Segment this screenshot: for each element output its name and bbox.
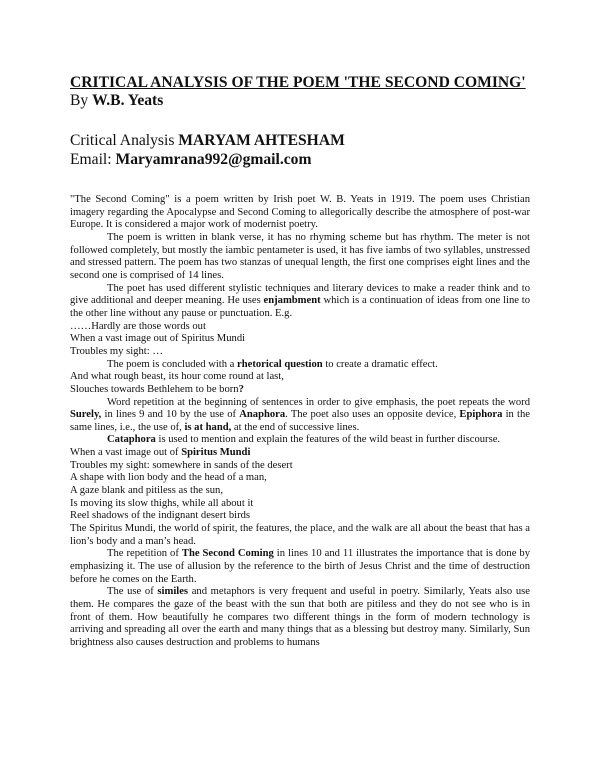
term-is-at-hand: is at hand, — [184, 421, 232, 433]
quote-line: When a vast image out of Spiritus Mundi — [70, 333, 246, 345]
analysis-prefix: Critical Analysis — [70, 132, 179, 149]
paragraph-similes: The use of similes and metaphors is very frequent and useful in poetry. Similarly, Yeats also use them. He compares the gaze of the beast with the sun that both are pitiless and they do not see who is in front of them. How beautifully he compares two different things in the form of modern technology is arriving and spreading all over the earth and many things that as a blessing but destroy many. Similarly, Sun brightness also causes destruction and problems to humans — [70, 586, 530, 648]
term-spiritus-mundi: Spiritus Mundi — [181, 447, 251, 459]
term-cataphora: Cataphora — [107, 434, 156, 446]
quote-line: Troubles my sight: … — [70, 345, 163, 357]
email-prefix: Email: — [70, 151, 116, 168]
quote-line: Troubles my sight: somewhere in sands of the desert — [70, 459, 293, 471]
quote-line: A gaze blank and pitiless as the sun, — [70, 485, 223, 497]
paragraph-enjambment: The poet has used different stylistic techniques and literary devices to make a reader think and to give additional and deeper meaning. He uses enjambment which is a continuation of ideas from one line to the other line without any pause or punctuation. E.g. — [70, 282, 530, 319]
paragraph-rhetorical: The poem is concluded with a rhetorical question to create a dramatic effect. — [107, 358, 438, 370]
term-rhetorical-question: rhetorical question — [237, 358, 323, 370]
term-similes: similes — [157, 586, 189, 598]
term-enjambment: enjambment — [263, 295, 321, 307]
author-name: W.B. Yeats — [92, 92, 164, 109]
paragraph-intro: "The Second Coming" is a poem written by Irish poet W. B. Yeats in 1919. The poem uses Christian imagery regarding the Apocalypse and Second Coming to allegorically describe the atmosphere of post-war Europe. It is considered a major work of modernist poetry. — [70, 194, 530, 231]
paragraph-spiritus-mundi: The Spiritus Mundi, the world of spirit, the features, the place, and the walk are all about the beast that has a lion’s body and a man’s head. — [70, 523, 530, 547]
email-line — [70, 150, 540, 169]
quote-line: And what rough beast, its hour come round at last, — [70, 371, 284, 383]
quote-line: Is moving its slow thighs, while all about it — [70, 497, 254, 509]
paragraph-repetition: The repetition of The Second Coming in lines 10 and 11 illustrates the importance that is done by emphasizing it. The use of allusion by the reference to the birth of Jesus Christ and the time of destruction before he comes on the Earth. — [70, 548, 530, 585]
document-title: CRITICAL ANALYSIS OF THE POEM 'THE SECOND COMING' — [70, 74, 526, 91]
quote-line: A shape with lion body and the head of a man, — [70, 472, 267, 484]
header — [70, 74, 540, 169]
quote-line: Slouches towards Bethlehem to be born? — [70, 383, 244, 395]
quote-line: When a vast image out of Spiritus Mundi — [70, 447, 251, 459]
term-surely: Surely, — [70, 409, 102, 421]
paragraph-anaphora: Word repetition at the beginning of sentences in order to give emphasis, the poet repeats the word Surely, in lines 9 and 10 by the use of Anaphora. The poet also uses an opposite device, Epiphora in the same lines, i.e., the use of, is at hand, at the end of successive lines. — [70, 396, 530, 433]
document-body — [70, 194, 530, 650]
analyst-name: MARYAM AHTESHAM — [178, 132, 345, 149]
term-anaphora: Anaphora — [239, 409, 286, 421]
analyst-line — [70, 131, 540, 150]
paragraph-verse: The poem is written in blank verse, it has no rhyming scheme but has rhythm. The meter is not followed completely, but mostly the iambic pentameter is used, it has five iambs of two syllables, unstressed and stressed pattern. The poem has two stanzas of unequal length, the first one comprises eight lines and the second one is comprised of 14 lines. — [70, 231, 530, 281]
byline — [70, 92, 540, 110]
term-epiphora: Epiphora — [459, 409, 503, 421]
quote-line: Reel shadows of the indignant desert birds — [70, 510, 251, 522]
term-second-coming: The Second Coming — [181, 548, 274, 560]
paragraph-cataphora: Cataphora is used to mention and explain the features of the wild beast in further discourse. — [107, 434, 501, 446]
email-address: Maryamrana992@gmail.com — [115, 151, 312, 168]
by-prefix: By — [70, 92, 93, 109]
quote-line: ……Hardly are those words out — [70, 320, 206, 332]
